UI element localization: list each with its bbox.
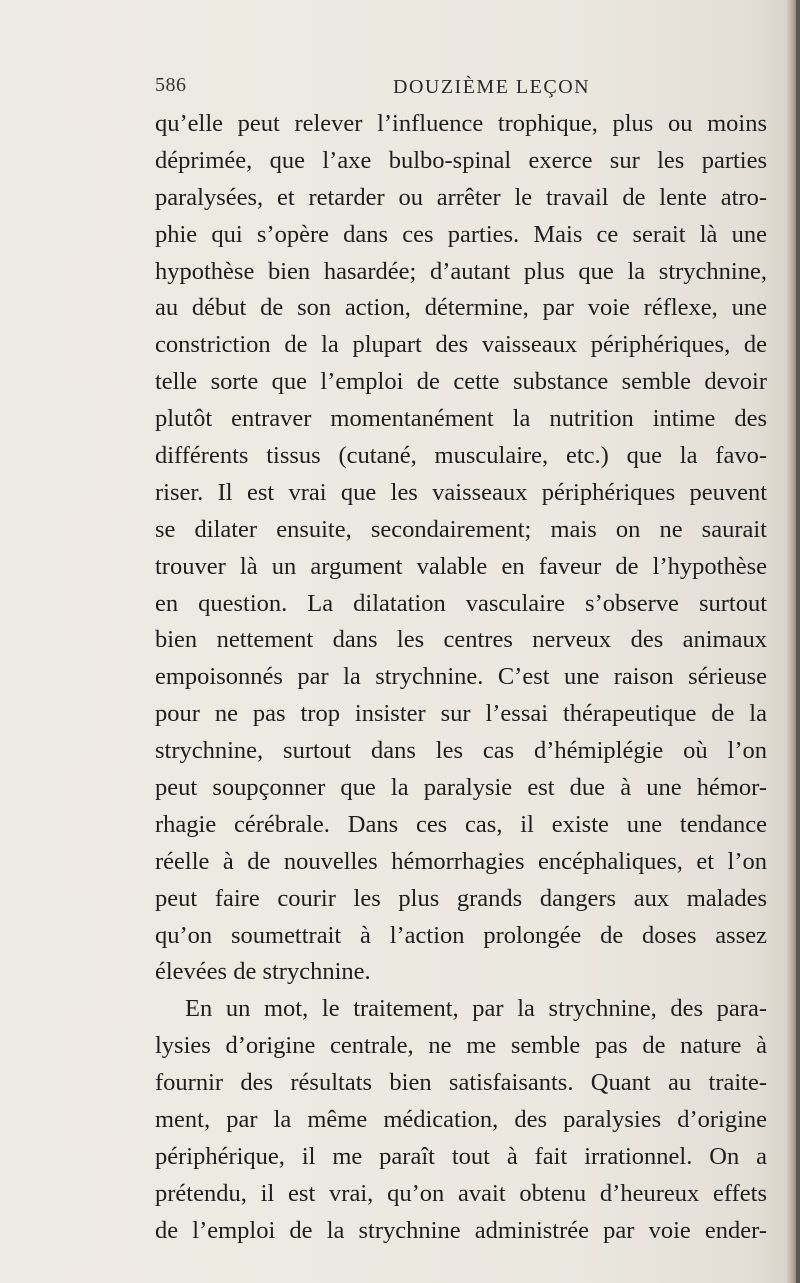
text-line: bien nettement dans les centres nerveux des animaux (155, 626, 767, 654)
text-line: qu’elle peut relever l’influence trophique, plus ou moins (155, 110, 767, 137)
text-line: peut soupçonner que la paralysie est due à une hémor- (155, 774, 767, 802)
text-line: riser. Il est vrai que les vaisseaux périphériques peuvent (155, 478, 767, 506)
text-line: élevées de strychnine. (155, 958, 371, 986)
text-line: de l’emploi de la strychnine administrée par voie ender- (155, 1216, 767, 1244)
text-line: en question. La dilatation vasculaire s’observe surtout (155, 589, 767, 617)
text-line: lysies d’origine centrale, ne me semble pas de nature à (155, 1032, 767, 1060)
text-line: se dilater ensuite, secondairement; mais on ne saurait (155, 515, 767, 543)
text-line: au début de son action, détermine, par voie réflexe, une (155, 294, 767, 322)
text-line: empoisonnés par la strychnine. C’est une raison sérieuse (155, 663, 767, 691)
text-line: strychnine, surtout dans les cas d’hémiplégie où l’on (155, 737, 767, 765)
text-line: fournir des résultats bien satisfaisants. Quant au traite- (155, 1069, 767, 1097)
text-line: plutôt entraver momentanément la nutrition intime des (155, 405, 767, 433)
text-line: différents tissus (cutané, musculaire, etc.) que la favo- (155, 442, 767, 470)
text-line: pour ne pas trop insister sur l’essai thérapeutique de la (155, 700, 767, 728)
text-line: hypothèse bien hasardée; d’autant plus que la strychnine, (155, 257, 767, 285)
text-line: trouver là un argument valable en faveur de l’hypothèse (155, 552, 767, 580)
text-line: constriction de la plupart des vaisseaux périphériques, de (155, 331, 767, 359)
page-number: 586 (155, 74, 187, 96)
running-head: DOUZIÈME LEÇON (393, 76, 591, 98)
text-line: réelle à de nouvelles hémorrhagies encéphaliques, et l’on (155, 847, 767, 875)
page-header (155, 74, 775, 104)
text-line: phie qui s’opère dans ces parties. Mais ce serait là une (155, 220, 767, 248)
body-text (155, 106, 767, 1250)
text-line: prétendu, il est vrai, qu’on avait obtenu d’heureux effets (155, 1179, 767, 1207)
text-line: rhagie cérébrale. Dans ces cas, il existe une tendance (155, 810, 767, 838)
text-line: peut faire courir les plus grands dangers aux malades (155, 884, 767, 912)
text-line: telle sorte que l’emploi de cette substance semble devoir (155, 368, 767, 396)
text-line: déprimée, que l’axe bulbo-spinal exerce sur les parties (155, 146, 767, 174)
text-line: périphérique, il me paraît tout à fait irrationnel. On a (155, 1142, 767, 1170)
text-line: paralysées, et retarder ou arrêter le travail de lente atro- (155, 183, 767, 211)
text-line: En un mot, le traitement, par la strychnine, des para- (185, 995, 767, 1023)
text-line: ment, par la même médication, des paralysies d’origine (155, 1106, 767, 1134)
text-line: qu’on soumettrait à l’action prolongée de doses assez (155, 921, 767, 949)
page-binding-edge (796, 0, 800, 1283)
